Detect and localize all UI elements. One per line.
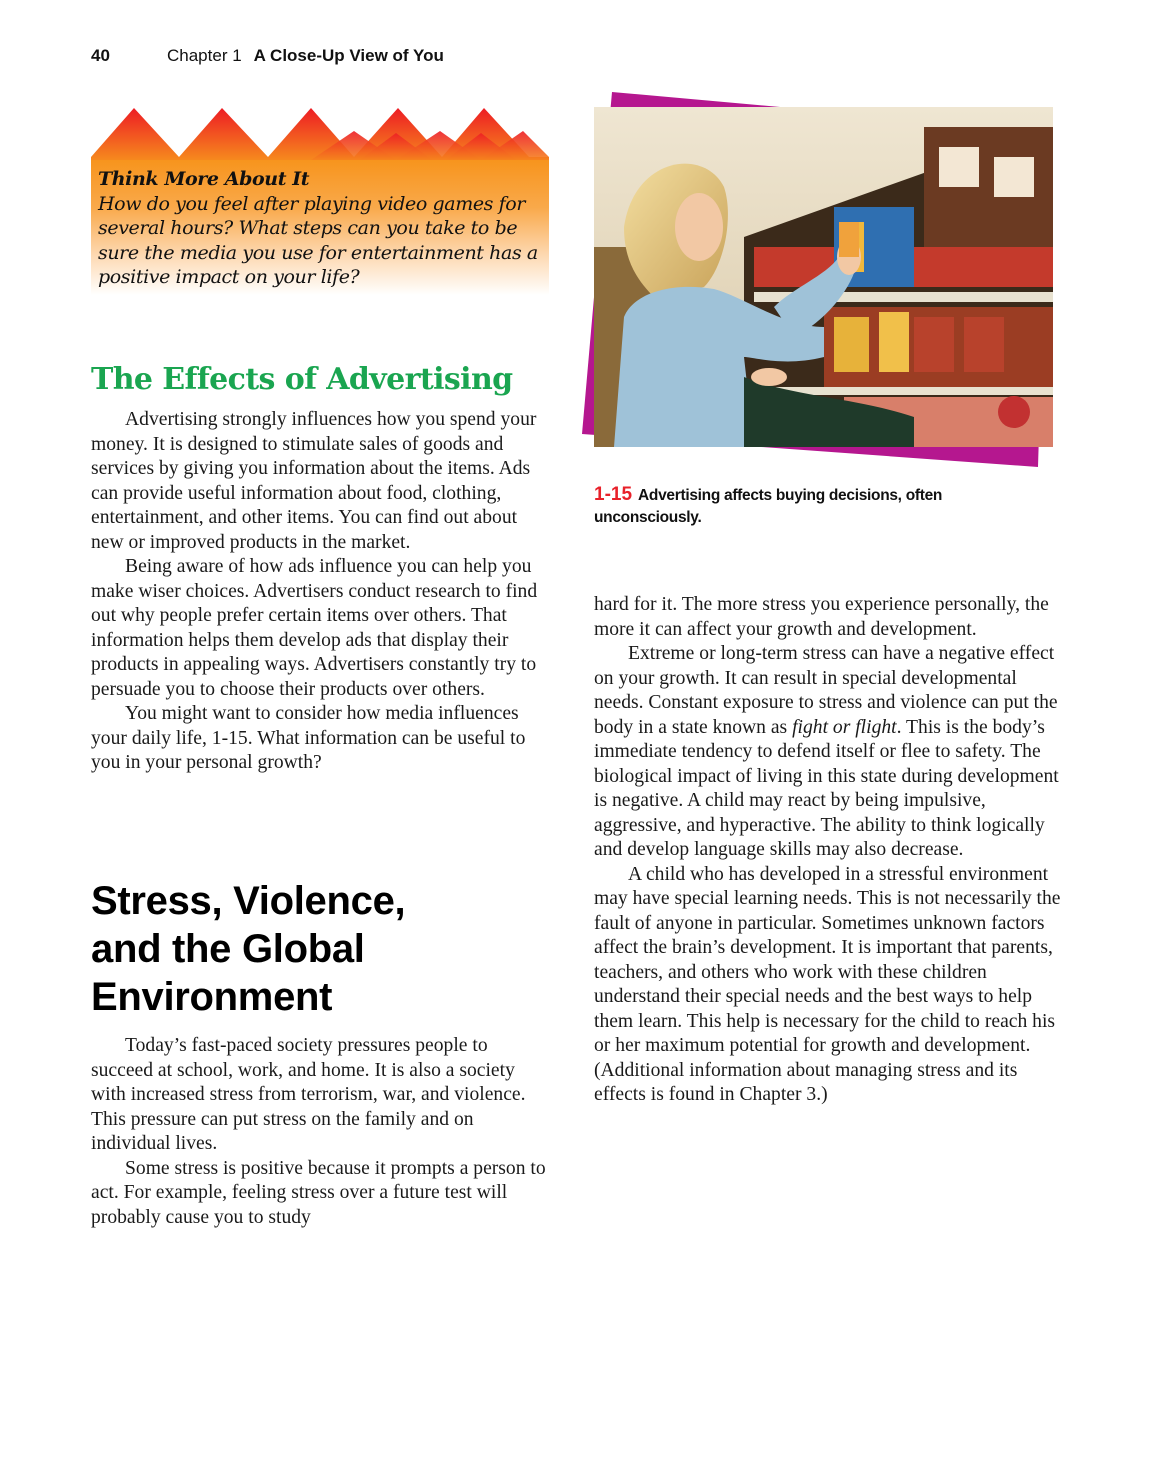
paragraph: You might want to consider how media influences your daily life, 1-15. What information can be useful to you in your personal growth? xyxy=(91,703,526,773)
fight-or-flight-term: fight or flight xyxy=(792,716,897,738)
paragraph: A child who has developed in a stressful environment may have special learning needs. This is not necessarily the fault of anyone in particular. Sometimes unknown factors affect the brain’s development. It is important that parents, teachers, and others who work with these children understand their special needs and the best ways to help them learn. This help is necessary for the child to reach his or her maximum potential for growth and development. (Additional information about managing stress and its effects is found in Chapter 3.) xyxy=(594,863,1061,1105)
paragraph: Today’s fast-paced society pressures people to succeed at school, work, and home. It is also a society with increased stress from terrorism, war, and violence. This pressure can put stress on the family and on individual lives. xyxy=(91,1035,526,1154)
stress-body-left xyxy=(91,1034,551,1230)
think-more-box xyxy=(91,105,549,295)
paragraph: Some stress is positive because it prompts a person to act. For example, feeling stress over a future test will probably cause you to study xyxy=(91,1157,546,1228)
chapter-title: A Close-Up View of You xyxy=(253,46,444,65)
mountain-peaks-decoration xyxy=(91,105,549,165)
paragraph: Being aware of how ads influence you can help you make wiser choices. Advertisers conduct research to find out why people prefer certain items over others. That information helps them develop ads that display their products in appealing ways. Advertisers constantly try to persuade you to choose their products over others. xyxy=(91,556,538,700)
heading-line: Environment xyxy=(91,975,333,1019)
figure-1-15 xyxy=(578,85,1068,470)
section-heading-stress xyxy=(91,877,551,1021)
section-heading-advertising: The Effects of Advertising xyxy=(91,362,513,397)
grocery-shopper-photo xyxy=(594,107,1053,447)
figure-number: 1-15 xyxy=(594,484,633,505)
think-box-title: Think More About It xyxy=(98,168,310,190)
photo-illustration xyxy=(594,107,1053,447)
caption-text: Advertising affects buying decisions, often unconsciously. xyxy=(594,487,943,526)
paragraph: hard for it. The more stress you experience personally, the more it can affect your growth and development. xyxy=(594,594,1049,640)
heading-line: Stress, Violence, xyxy=(91,879,406,923)
page-number: 40 xyxy=(91,46,110,65)
chapter-label: Chapter 1 xyxy=(167,46,242,65)
paragraph xyxy=(594,642,1064,863)
text-run: . This is the body’s immediate tendency to defend itself or flee to safety. The biological impact of living in this state during development is negative. A child may react by being impulsive, aggressive, and hyperactive. The ability to think logically and develop language skills may also decrease. xyxy=(594,716,1059,860)
heading-line: and the Global xyxy=(91,927,365,971)
running-header xyxy=(91,46,444,70)
advertising-body xyxy=(91,408,551,776)
paragraph: Advertising strongly influences how you spend your money. It is designed to stimulate sales of goods and services by giving you information about the items. Ads can provide useful information about food, clothing, entertainment, and other items. You can find out about new or improved products in the market. xyxy=(91,409,537,553)
text-run: Extreme or long-term stress can have a negative effect on your growth. It can result in special developmental needs. Constant exposure to stress and violence can put the body in a state known as xyxy=(594,643,1058,738)
think-box-text xyxy=(98,167,548,290)
think-box-question: How do you feel after playing video games for several hours? What steps can you take to be sure the media you use for entertainment has a positive impact on your life? xyxy=(98,192,538,288)
stress-body-right xyxy=(594,593,1064,1108)
figure-caption xyxy=(594,484,1014,529)
